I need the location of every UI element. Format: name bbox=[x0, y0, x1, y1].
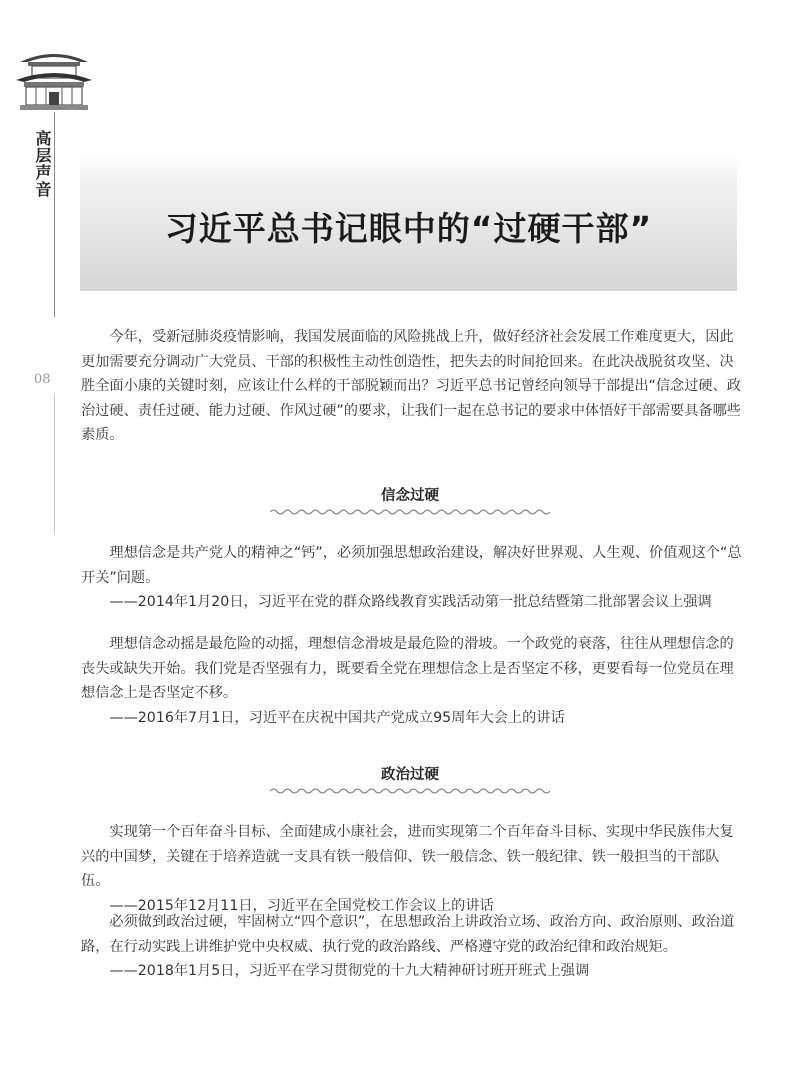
quote-source: ——2015年12月11日，习近平在全国党校工作会议上的讲话 bbox=[109, 897, 494, 914]
wavy-divider bbox=[270, 508, 550, 516]
column-label: 高层声音 bbox=[33, 130, 52, 198]
intro-paragraph: 今年，受新冠肺炎疫情影响，我国发展面临的风险挑战上升，做好经济社会发展工作难度更大，因此更加需要充分调动广大党员、干部的积极性主动性创造性，把失去的时间抢回来。在此决战脱贫攻坚、决胜全面小康的关键时刻，应该让什么样的干部脱颖而出？习近平总书记曾经向领导干部提出“信念过硬、政治过硬、责任过硬、能力过硬、作风过硬”的要求，让我们一起在总书记的要求中体悟好干部需要具备哪些素质。 bbox=[81, 329, 741, 443]
section-heading bbox=[270, 486, 550, 516]
section-heading bbox=[270, 765, 550, 795]
quote-block bbox=[81, 541, 746, 615]
page-title: 习近平总书记眼中的“过硬干部” bbox=[164, 209, 653, 248]
quote-block bbox=[81, 820, 746, 918]
quote-source: ——2018年1月5日，习近平在学习贯彻党的十九大精神研讨班开班式上强调 bbox=[109, 963, 590, 979]
margin-rule-lower bbox=[54, 394, 55, 534]
section-title: 政治过硬 bbox=[381, 767, 439, 783]
page-number: 08 bbox=[34, 372, 51, 387]
pavilion-logo-icon bbox=[14, 40, 94, 115]
quote-source: ——2014年1月20日，习近平在党的群众路线教育实践活动第一批总结暨第二批部署会议上强调 bbox=[109, 594, 712, 610]
quote-block bbox=[81, 910, 746, 984]
quote-block bbox=[81, 632, 746, 730]
quote-text: 实现第一个百年奋斗目标、全面建成小康社会，进而实现第二个百年奋斗目标、实现中华民族伟大复兴的中国梦，关键在于培养造就一支具有铁一般信仰、铁一般信念、铁一般纪律、铁一般担当的干部队伍。 bbox=[81, 824, 734, 889]
section-title: 信念过硬 bbox=[381, 488, 439, 504]
quote-text: 必须做到政治过硬，牢固树立“四个意识”，在思想政治上讲政治立场、政治方向、政治原则、政治道路，在行动实践上讲维护党中央权威、执行党的政治路线、严格遵守党的政治纪律和政治规矩。 bbox=[81, 914, 735, 955]
title-banner bbox=[80, 149, 737, 291]
wavy-divider bbox=[270, 787, 550, 795]
quote-text: 理想信念动摇是最危险的动摇，理想信念滑坡是最危险的滑坡。一个政党的衰落，往往从理想信念的丧失或缺失开始。我们党是否坚强有力，既要看全党在理想信念上是否坚定不移，更要看每一位党员在理想信念上是否坚定不移。 bbox=[81, 636, 734, 701]
quote-text: 理想信念是共产党人的精神之“钙”，必须加强思想政治建设，解决好世界观、人生观、价值观这个“总开关”问题。 bbox=[81, 545, 742, 586]
margin-rule bbox=[54, 112, 55, 317]
quote-source: ——2016年7月1日，习近平在庆祝中国共产党成立95周年大会上的讲话 bbox=[109, 709, 565, 726]
